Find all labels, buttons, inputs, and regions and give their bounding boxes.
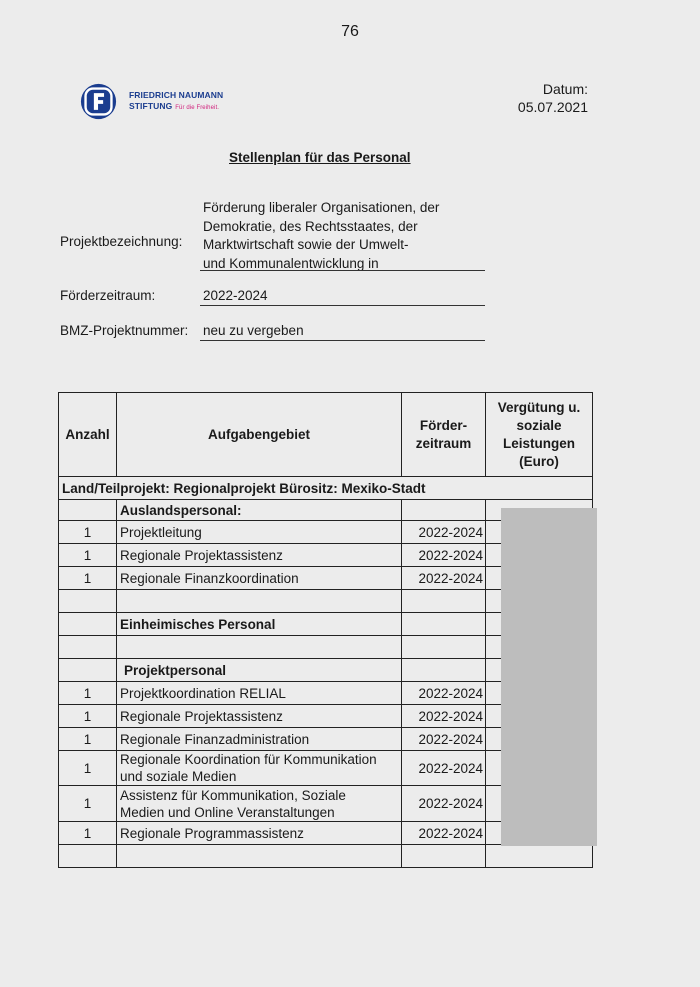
logo-line-1: FRIEDRICH NAUMANN xyxy=(129,89,224,100)
table-cell-empty xyxy=(117,845,402,868)
abroad-label: Auslandspersonal: xyxy=(117,500,402,521)
row-area: Regionale Finanzadministration xyxy=(117,728,402,751)
row-area: Projektkoordination RELIAL xyxy=(117,682,402,705)
table-cell-empty xyxy=(402,590,486,613)
logo-slogan: Für die Freiheit. xyxy=(175,104,220,111)
row-count: 1 xyxy=(59,682,117,705)
table-cell-empty xyxy=(402,613,486,636)
row-period: 2022-2024 xyxy=(402,728,486,751)
row-period: 2022-2024 xyxy=(402,705,486,728)
header-period-line: Förder- xyxy=(419,417,468,433)
row-count: 1 xyxy=(59,751,117,786)
project-name-line: Marktwirtschaft sowie der Umwelt- xyxy=(203,237,409,252)
header-area: Aufgabengebiet xyxy=(117,393,402,477)
date-value: 05.07.2021 xyxy=(517,99,588,115)
table-header-row xyxy=(59,393,593,477)
header-pay-line: Vergütung u. xyxy=(497,399,581,415)
row-area-line: Medien und Online Veranstaltungen xyxy=(120,804,335,820)
row-area: Regionale Projektassistenz xyxy=(117,544,402,567)
project-name-line: Demokratie, des Rechtsstaates, der xyxy=(203,218,418,234)
date-label: Datum: xyxy=(542,81,588,97)
table-cell-empty xyxy=(117,590,402,613)
header-pay-line: soziale xyxy=(516,417,562,433)
project-name-line: Förderung liberaler Organisationen, der xyxy=(203,200,440,215)
row-count: 1 xyxy=(59,544,117,567)
row-area: Projektleitung xyxy=(117,521,402,544)
logo-wordmark xyxy=(129,90,223,114)
table-cell-empty xyxy=(402,500,486,521)
section-title: Land/Teilprojekt: Regionalprojekt Bürositz: Mexiko-Stadt xyxy=(59,477,593,500)
row-area-line: und soziale Medien xyxy=(120,769,237,784)
row-period: 2022-2024 xyxy=(402,786,486,822)
row-count: 1 xyxy=(59,567,117,590)
document-title: Stellenplan für das Personal xyxy=(229,150,411,165)
table-cell-empty xyxy=(59,659,117,682)
table-cell-empty xyxy=(402,659,486,682)
row-period: 2022-2024 xyxy=(402,521,486,544)
period-underline xyxy=(200,305,485,306)
table-cell-empty xyxy=(59,590,117,613)
row-period: 2022-2024 xyxy=(402,822,486,845)
section-row xyxy=(59,477,593,500)
redaction-block xyxy=(501,508,597,846)
header-count: Anzahl xyxy=(59,393,117,477)
row-period: 2022-2024 xyxy=(402,751,486,786)
project-staff-label: Projektpersonal xyxy=(117,659,402,682)
page-number: 76 xyxy=(341,23,359,40)
table-cell-empty xyxy=(402,845,486,868)
row-area: Regionale Finanzkoordination xyxy=(117,567,402,590)
project-name-label: Projektbezeichnung: xyxy=(60,234,183,249)
bmz-label: BMZ-Projektnummer: xyxy=(60,323,189,338)
bmz-underline xyxy=(200,340,485,341)
row-area xyxy=(117,786,402,822)
logo-line-2 xyxy=(129,101,223,114)
row-area-line: Regionale Koordination für Kommunikation xyxy=(120,752,377,767)
header-pay-line: Leistungen xyxy=(502,435,575,451)
row-count: 1 xyxy=(59,728,117,751)
table-row-empty xyxy=(59,845,593,868)
foundation-logo-icon xyxy=(80,83,117,120)
project-name-value xyxy=(203,199,439,273)
header-period-line: zeitraum xyxy=(415,435,472,451)
project-name-line: und Kommunalentwicklung in xyxy=(203,255,379,271)
local-staff-label: Einheimisches Personal xyxy=(117,613,402,636)
date-block xyxy=(500,80,588,116)
row-count: 1 xyxy=(59,786,117,822)
row-period: 2022-2024 xyxy=(402,544,486,567)
row-period: 2022-2024 xyxy=(402,682,486,705)
table-cell-empty xyxy=(117,636,402,659)
row-area: Regionale Projektassistenz xyxy=(117,705,402,728)
period-label: Förderzeitraum: xyxy=(60,288,156,303)
header-pay xyxy=(486,393,593,477)
table-cell-empty xyxy=(59,636,117,659)
row-area-line: Assistenz für Kommunikation, Soziale xyxy=(120,787,346,803)
table-cell-empty xyxy=(59,845,117,868)
table-cell-empty xyxy=(59,613,117,636)
header-pay-line: (Euro) xyxy=(519,453,559,469)
header-period xyxy=(402,393,486,477)
row-count: 1 xyxy=(59,521,117,544)
row-count: 1 xyxy=(59,822,117,845)
bmz-value: neu zu vergeben xyxy=(203,323,304,338)
logo-stiftung: STIFTUNG xyxy=(129,100,173,111)
period-value: 2022-2024 xyxy=(203,288,268,303)
project-name-underline xyxy=(200,270,485,271)
foundation-logo xyxy=(80,83,223,120)
table-cell-empty xyxy=(59,500,117,521)
table-cell-empty xyxy=(402,636,486,659)
row-period: 2022-2024 xyxy=(402,567,486,590)
table-cell-empty xyxy=(486,845,593,868)
row-area xyxy=(117,751,402,786)
row-count: 1 xyxy=(59,705,117,728)
row-area: Regionale Programmassistenz xyxy=(117,822,402,845)
